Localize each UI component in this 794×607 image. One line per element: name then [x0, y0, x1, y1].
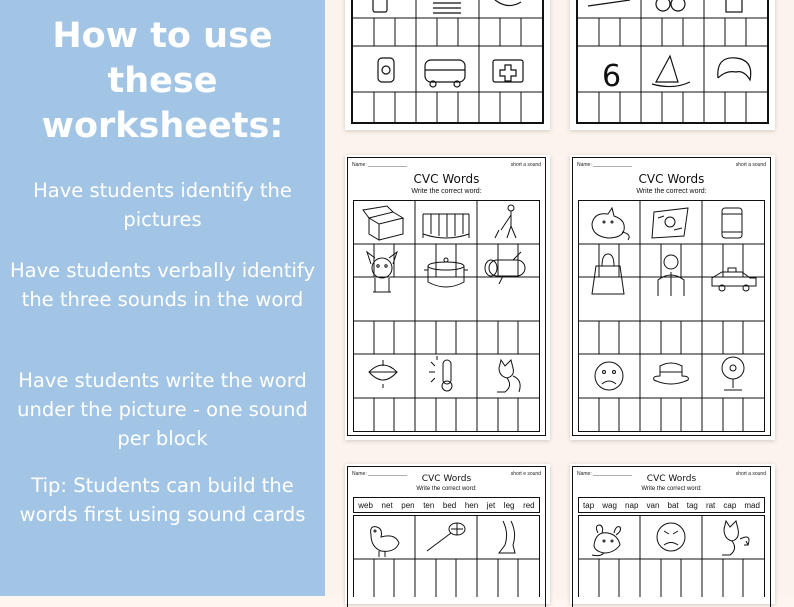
word-bank	[578, 497, 765, 513]
instruction-step-2: Have students verbally identify the three sounds in the word	[10, 259, 315, 311]
worksheet-frame: Name: ______________ short a sound CVC Words Write the correct word:	[347, 157, 546, 436]
worksheet-grid	[578, 0, 767, 122]
worksheet-frame: Name: ______________ short e sound CVC Words Write the correct word: web net pen ten bed hen jet leg red	[347, 466, 546, 607]
cat-icon	[592, 208, 629, 240]
word-bank-item: tap	[583, 500, 595, 510]
fin-icon	[652, 56, 690, 87]
word-bank-item: jet	[486, 500, 496, 510]
word-bank-item: van	[646, 500, 660, 510]
cat-icon	[497, 360, 520, 392]
instructions-title: How to use these worksheets:	[41, 16, 284, 146]
worksheet-grid	[353, 515, 540, 597]
worksheet-partial-top-right	[570, 0, 775, 130]
worksheet-title: CVC Words	[646, 474, 697, 484]
worksheet-grid	[578, 515, 765, 597]
sound-tag: short e sound	[510, 471, 541, 477]
name-label: Name:	[577, 471, 592, 477]
sound-tag: short a sound	[735, 471, 766, 477]
sound-tag: short a sound	[510, 162, 541, 168]
worksheet-grid	[353, 0, 542, 122]
word-bank-item: tag	[686, 500, 698, 510]
worksheet-frame: Name: ______________ short a sound CVC Words Write the correct word: tap wag nap van bat tag rat cap mad	[572, 466, 771, 607]
log-icon	[485, 252, 525, 284]
word-bank-item: bat	[667, 500, 679, 510]
worksheet-title: CVC Words	[413, 172, 480, 186]
worksheet-preview-area	[325, 0, 794, 596]
worksheet-title: CVC Words	[638, 172, 705, 186]
word-bank-item: bed	[442, 500, 457, 510]
worksheet-grid	[578, 200, 765, 432]
leaf-icon-top	[495, 0, 521, 6]
cat-icon	[722, 521, 749, 555]
box-icon	[363, 206, 403, 240]
name-label: Name:	[577, 162, 592, 168]
sound-tag: short a sound	[735, 162, 766, 168]
name-label: Name:	[352, 162, 367, 168]
worksheet-frame	[576, 0, 769, 124]
six-icon: 6	[602, 59, 622, 94]
worksheet-partial-top-left	[345, 0, 550, 130]
instruction-step-1: Have students identify the pictures	[33, 179, 292, 231]
worksheet-frame: Name: ______________ short a sound CVC Words Write the correct word:	[572, 157, 771, 436]
word-bank-item: nap	[625, 500, 639, 510]
man-sweeping-icon	[495, 205, 516, 238]
first-aid-kit-icon	[493, 60, 523, 82]
map-icon	[652, 208, 688, 238]
thermometer-icon	[429, 356, 452, 391]
worksheet-subtitle: Write the correct word:	[411, 188, 482, 195]
tape-icon-top	[588, 0, 630, 6]
rat-icon	[592, 525, 621, 556]
word-bank-item: leg	[503, 500, 515, 510]
top-icon	[369, 360, 397, 388]
bowl-icon-top	[656, 0, 670, 11]
worksheet-frame	[351, 0, 544, 124]
sad-face-icon	[595, 362, 623, 390]
dog-icon	[367, 252, 397, 292]
mad-face-icon	[657, 523, 685, 551]
word-bank-item: hen	[464, 500, 479, 510]
word-bank-item: wag	[602, 500, 617, 510]
can-icon	[722, 208, 742, 238]
cab-icon	[712, 268, 756, 291]
word-bank-item: net	[381, 500, 393, 510]
word-bank-item: mad	[744, 500, 760, 510]
word-bank-item: red	[523, 500, 535, 510]
word-bank-item: cap	[723, 500, 737, 510]
crib-icon	[423, 214, 469, 238]
pot-icon	[424, 258, 468, 287]
worksheet-subtitle: Write the correct word:	[416, 486, 477, 492]
worksheet-subtitle: Write the correct word:	[641, 486, 702, 492]
worksheet-title: CVC Words	[421, 474, 472, 484]
word-bank	[353, 497, 540, 513]
worksheet-3	[345, 464, 550, 604]
word-bank-item: ten	[423, 500, 435, 510]
jar-icon-top	[373, 0, 387, 12]
name-label: Name:	[352, 471, 367, 477]
instruction-tip: Tip: Students can build the words first using sound cards	[19, 474, 306, 526]
leg-icon	[499, 521, 515, 553]
word-bank-item: rat	[705, 500, 716, 510]
word-bank-item: web	[358, 500, 373, 510]
worksheet-grid	[353, 200, 540, 432]
instructions-panel	[0, 0, 325, 596]
word-bank-item: pen	[401, 500, 415, 510]
worksheet-subtitle: Write the correct word:	[636, 188, 707, 195]
jam-jar-icon	[378, 58, 394, 82]
worksheet-4	[570, 464, 775, 604]
hat-icon	[654, 363, 689, 384]
man-icon	[658, 255, 684, 296]
worksheet-1	[345, 155, 550, 440]
instruction-step-3: Have students write the word under the picture - one sound per block	[17, 369, 308, 450]
worksheet-2	[570, 155, 775, 440]
fan-icon	[722, 357, 744, 390]
jar-icon-top	[726, 0, 742, 12]
wig-icon	[718, 58, 751, 80]
van-icon	[425, 60, 465, 82]
hen-icon	[371, 527, 399, 557]
net-icon	[427, 523, 465, 551]
